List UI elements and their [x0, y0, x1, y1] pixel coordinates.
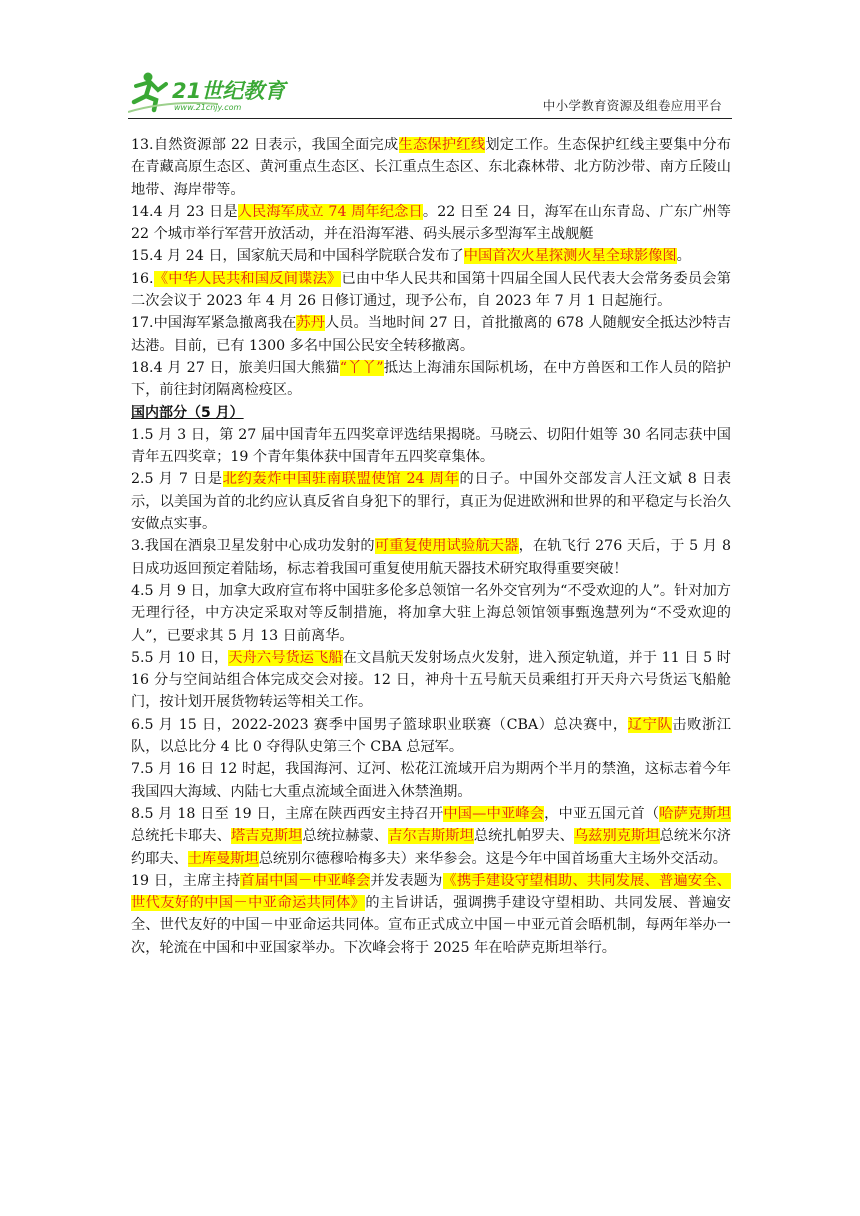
highlight: 土库曼斯坦 — [187, 850, 259, 867]
section-title: 国内部分（5 月） — [131, 404, 244, 421]
may-item-7: 7.5 月 16 日 12 时起，我国海河、辽河、松花江流域开启为期两个半月的禁渔，这标志着今年我国四大海域、内陆七大重点流域全面进入休禁渔期。 — [131, 761, 731, 800]
may-item-6: 6.5 月 15 日，2022-2023 赛季中国男子篮球职业联赛（CBA）总决赛中，辽宁队击败浙江队，以总比分 4 比 0 夺得队史第三个 CBA 总冠军。 — [131, 716, 731, 756]
news-item-13: 13.自然资源部 22 日表示，我国全面完成生态保护红线划定工作。生态保护红线主要集中分布在青藏高原生态区、黄河重点生态区、长江重点生态区、东北森林带、北方防沙带、南方丘陵山地带、海岸带等。 — [131, 137, 731, 198]
highlight: 哈萨克斯坦 — [659, 805, 731, 822]
platform-title: 中小学教育资源及组卷应用平台 — [542, 98, 722, 113]
may-item-3: 3.我国在酒泉卫星发射中心成功发射的可重复使用试验航天器，在轨飞行 276 天后，于 5 月 8 日成功返回预定着陆场，标志着我国可重复使用航天器技术研究取得重要突破！ — [131, 538, 731, 577]
highlight: “丫丫” — [339, 359, 384, 376]
news-item-18: 18.4 月 27 日，旅美归国大熊猫“丫丫”抵达上海浦东国际机场，在中方兽医和工作人员的陪护下，前往封闭隔离检疫区。 — [131, 359, 731, 399]
highlight: 天舟六号货运飞船 — [228, 649, 343, 666]
highlight: 人民海军成立 74 周年纪念日 — [237, 203, 423, 220]
may-item-2: 2.5 月 7 日是北约轰炸中国驻南联盟使馆 24 周年的日子。中国外交部发言人汪文斌 8 日表示，以美国为首的北约应认真反省自身犯下的罪行，真正为促进欧洲和世界的和平稳定与长治久安做点实事。 — [131, 471, 731, 533]
news-item-17: 17.中国海军紧急撤离我在苏丹人员。当地时间 27 日，首批撤离的 678 人随舰安全抵达沙特吉达港。目前，已有 1300 多名中国公民安全转移撤离。 — [131, 315, 731, 354]
logo-icon — [128, 70, 298, 116]
highlight: 北约轰炸中国驻南联盟使馆 24 周年 — [222, 471, 460, 488]
document-body — [131, 134, 731, 959]
may-item-1: 1.5 月 3 日，第 27 届中国青年五四奖章评选结果揭晓。马晓云、切阳什姐等 30 名同志获中国青年五四奖章；19 个青年集体获中国青年五四奖章集体。 — [131, 426, 731, 466]
highlight: 苏丹 — [296, 315, 325, 332]
logo-url: www.21cnjy.com — [174, 103, 242, 112]
news-item-14: 14.4 月 23 日是人民海军成立 74 周年纪念日。22 日至 24 日，海军在山东青岛、广东广州等 22 个城市举行军营开放活动，并在沿海军港、码头展示多型海军主战舰艇 — [131, 203, 731, 243]
may-item-19: 19 日，主席主持首届中国－中亚峰会并发表题为《携手建设守望相助、共同发展、普遍安全、世代友好的中国－中亚命运共同体》的主旨讲话，强调携手建设守望相助、共同发展、普遍安全、世代友好的中国－中亚命运共同体。宣布正式成立中国－中亚元首会晤机制，每两年举办一次，轮流在中国和中亚国家举办。下次峰会将于 2025 年在哈萨克斯坦举行。 — [131, 872, 731, 956]
may-item-5: 5.5 月 10 日，天舟六号货运飞船在文昌航天发射场点火发射，进入预定轨道，并于 11 日 5 时 16 分与空间站组合体完成交会对接。12 日，神舟十五号航天员乘组打开天舟六号货运飞船舱门，按计划开展货物转运等相关工作。 — [131, 649, 731, 711]
highlight: 首届中国－中亚峰会 — [240, 872, 371, 889]
highlight: 乌兹别克斯坦 — [573, 828, 660, 845]
news-item-15: 15.4 月 24 日，国家航天局和中国科学院联合发布了中国首次火星探测火星全球影像图。 — [131, 248, 691, 265]
highlight: 《携手建设守望相助、共同发展、普遍安全、世代友好的中国－中亚命运共同体》 — [131, 872, 731, 912]
highlight: 中国—中亚峰会 — [443, 805, 545, 822]
news-item-16: 16.《中华人民共和国反间谍法》已由中华人民共和国第十四届全国人民代表大会常务委员会第二次会议于 2023 年 4 月 26 日修订通过，现予公布，自 2023 年 7 月 1 日起施行。 — [131, 270, 731, 310]
may-item-8: 8.5 月 18 日至 19 日，主席在陕西西安主持召开中国—中亚峰会，中亚五国元首（哈萨克斯坦总统托卡耶夫、塔吉克斯坦总统拉赫蒙、吉尔吉斯斯坦总统扎帕罗夫、乌兹别克斯坦总统米尔济约耶夫、土库曼斯坦总统别尔德穆哈梅多夫）来华参会。这是今年中国首场重大主场外交活动。 — [131, 805, 731, 867]
highlight: 生态保护红线 — [398, 137, 486, 153]
highlight: 可重复使用试验航天器 — [374, 538, 519, 555]
page-header — [128, 70, 732, 119]
may-item-4: 4.5 月 9 日，加拿大政府宣布将中国驻多伦多总领馆一名外交官列为“不受欢迎的人”。针对加方无理行径，中方决定采取对等反制措施，将加拿大驻上海总领馆领事甄逸慧列为“不受欢迎的人”，已要求其 5 月 13 日前离华。 — [131, 582, 731, 644]
highlight: 《中华人民共和国反间谍法》 — [153, 270, 342, 287]
highlight: 吉尔吉斯斯坦 — [388, 828, 474, 845]
highlight: 中国首次火星探测火星全球影像图 — [463, 248, 677, 265]
logo-text: 21世纪教育 — [172, 79, 286, 103]
highlight: 塔吉克斯坦 — [231, 828, 303, 845]
highlight: 辽宁队 — [627, 716, 673, 733]
